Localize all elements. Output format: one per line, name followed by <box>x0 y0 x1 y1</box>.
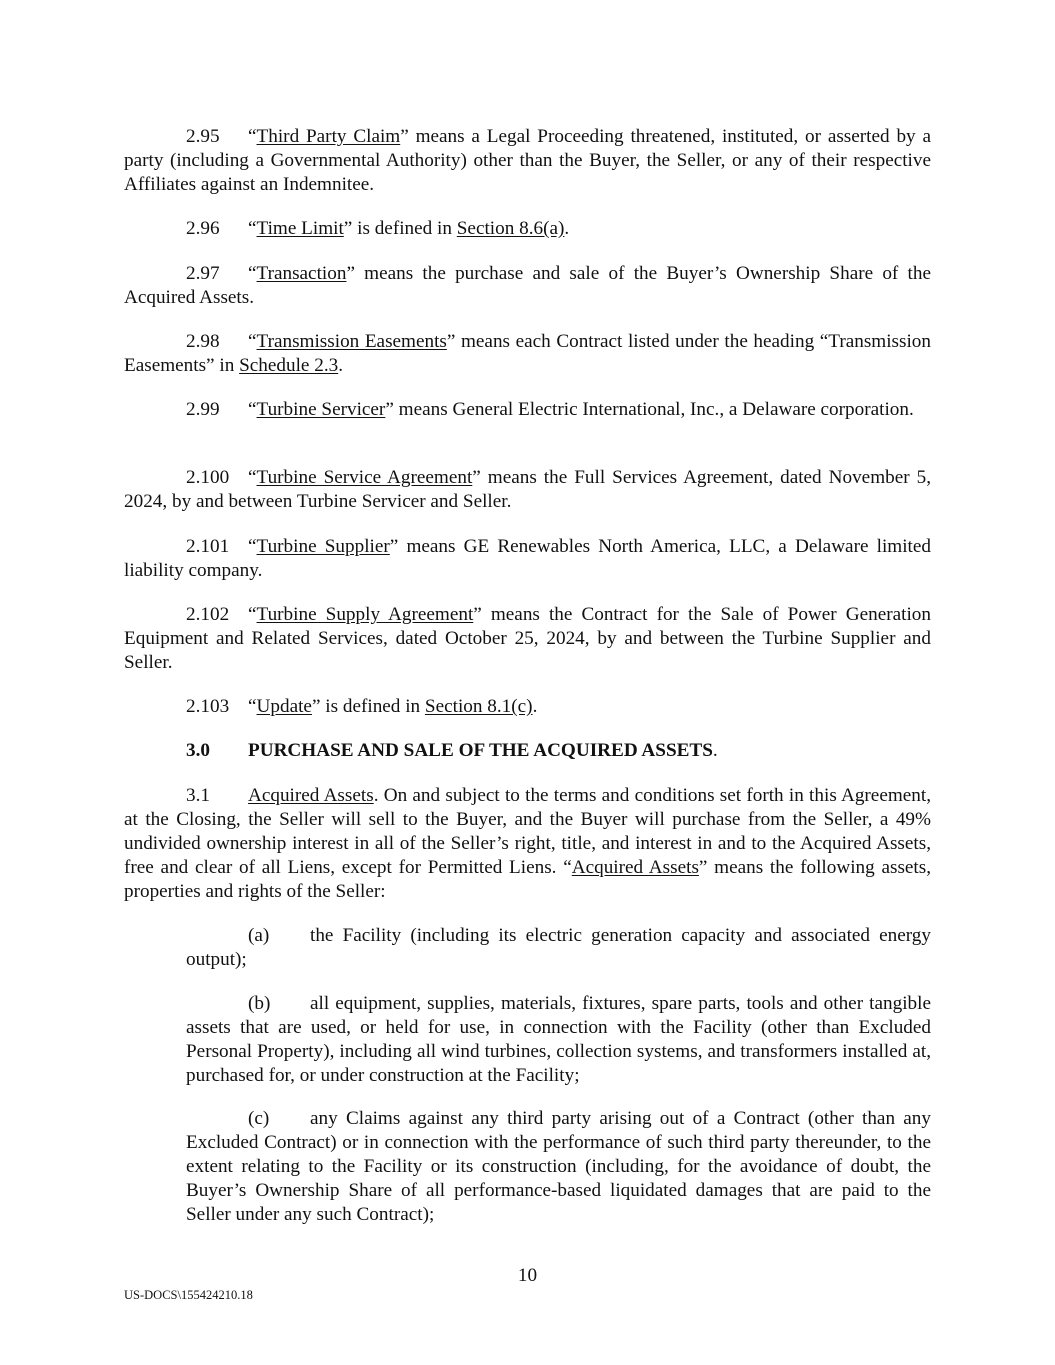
period: . <box>532 696 538 717</box>
section-2-100 <box>124 466 931 514</box>
quote-open: “ <box>248 126 257 147</box>
defined-term: Turbine Supplier <box>256 536 390 557</box>
clause-label: (b) <box>248 993 271 1014</box>
section-2-98 <box>124 330 931 378</box>
defined-term: Turbine Service Agreement <box>256 467 473 488</box>
clause-label: (c) <box>248 1108 270 1129</box>
definition-text: ” means GE Renewables North America, LLC, a Delaware limited liability company. <box>124 536 931 581</box>
article-3-heading <box>124 739 931 763</box>
period: . <box>564 218 570 239</box>
section-number: 2.102 <box>186 604 230 625</box>
definition-text: ” is defined in <box>311 696 425 717</box>
quote-open: “ <box>248 467 257 488</box>
section-number: 2.101 <box>186 536 230 557</box>
section-3-1 <box>124 784 931 904</box>
quote-open: “ <box>248 536 257 557</box>
quote-open: “ <box>248 604 257 625</box>
clause-c <box>186 1107 931 1227</box>
defined-term: Acquired Assets <box>571 857 699 878</box>
definition-text: ” means General Electric International, Inc., a Delaware corporation. <box>385 399 914 420</box>
quote-open: “ <box>248 331 257 352</box>
clause-a <box>186 924 931 972</box>
section-number: 2.99 <box>186 399 220 420</box>
section-heading: Acquired Assets <box>248 785 374 806</box>
clause-text: any Claims against any third party arising out of a Contract (other than any Excluded Contract) or in connection with the performance of such third party thereunder, to the extent relating to the Facility or its construction (including, for the avoidance of doubt, the Buyer’s Ownership Share of all performance-based liquidated damages that are paid to the Seller under any such Contract); <box>186 1108 931 1225</box>
section-text-end: ” means the following assets, properties and rights of the Seller: <box>124 857 932 902</box>
definition-text: ” is defined in <box>343 218 457 239</box>
section-2-95 <box>124 125 931 197</box>
clause-b <box>186 992 931 1088</box>
section-text: . On and subject to the terms and conditions set forth in this Agreement, at the Closing, the Seller will sell to the Buyer, and the Buyer will purchase from the Seller, a 49% undivided ownership interest in all of the Seller’s right, title, and interest in and to the Acquired Assets, free and clear of all Liens, except for Permitted Liens. “ <box>124 785 931 878</box>
section-number: 2.97 <box>186 263 220 284</box>
definition-text: ” means the Contract for the Sale of Power Generation Equipment and Related Services, dated October 25, 2024, by and between the Turbine Supplier and Seller. <box>124 604 931 673</box>
defined-term: Turbine Servicer <box>256 399 386 420</box>
defined-term: Third Party Claim <box>256 126 401 147</box>
defined-term: Transmission Easements <box>256 331 447 352</box>
quote-open: “ <box>248 696 257 717</box>
section-2-99 <box>124 398 931 422</box>
definition-text: ” means the Full Services Agreement, dated November 5, 2024, by and between Turbine Servicer and Seller. <box>124 467 932 512</box>
quote-open: “ <box>248 399 257 420</box>
section-number: 2.95 <box>186 126 220 147</box>
section-2-102 <box>124 603 931 675</box>
defined-term: Turbine Supply Agreement <box>256 604 474 625</box>
page-number: 10 <box>517 1265 538 1286</box>
document-id: US-DOCS\155424210.18 <box>124 1288 253 1302</box>
section-2-96 <box>124 217 931 241</box>
section-2-97 <box>124 262 931 310</box>
section-number: 2.100 <box>186 467 230 488</box>
period: . <box>338 355 344 376</box>
clause-text: all equipment, supplies, materials, fixtures, spare parts, tools and other tangible assets that are used, or held for use, in connection with the Facility (other than Excluded Personal Property), including all wind turbines, collection systems, and transformers installed at, purchased for, or under construction at the Facility; <box>186 993 931 1086</box>
section-number: 3.0 <box>186 740 210 761</box>
defined-term: Update <box>256 696 312 717</box>
section-number: 2.98 <box>186 331 220 352</box>
cross-reference-link[interactable]: Section 8.1(c) <box>424 696 533 717</box>
section-number: 2.96 <box>186 218 220 239</box>
quote-open: “ <box>248 218 257 239</box>
article-title: PURCHASE AND SALE OF THE ACQUIRED ASSETS <box>248 740 713 761</box>
definition-text: ” means the purchase and sale of the Buyer’s Ownership Share of the Acquired Assets. <box>124 263 931 308</box>
definition-text: ” means each Contract listed under the heading “Transmission Easements” in <box>124 331 931 376</box>
quote-open: “ <box>248 263 257 284</box>
clause-label: (a) <box>248 925 270 946</box>
cross-reference-link[interactable]: Section 8.6(a) <box>456 218 565 239</box>
clause-text: the Facility (including its electric generation capacity and associated energy output); <box>186 925 931 970</box>
section-number: 2.103 <box>186 696 230 717</box>
defined-term: Time Limit <box>256 218 344 239</box>
period: . <box>712 740 718 761</box>
defined-term: Transaction <box>256 263 347 284</box>
section-number: 3.1 <box>186 785 210 806</box>
cross-reference-link[interactable]: Schedule 2.3 <box>239 355 339 376</box>
section-2-101 <box>124 535 931 583</box>
section-2-103 <box>124 695 931 719</box>
definition-text: ” means a Legal Proceeding threatened, instituted, or asserted by a party (including a Governmental Authority) other than the Buyer, the Seller, or any of their respective Affiliates against an Indemnitee. <box>124 126 931 195</box>
